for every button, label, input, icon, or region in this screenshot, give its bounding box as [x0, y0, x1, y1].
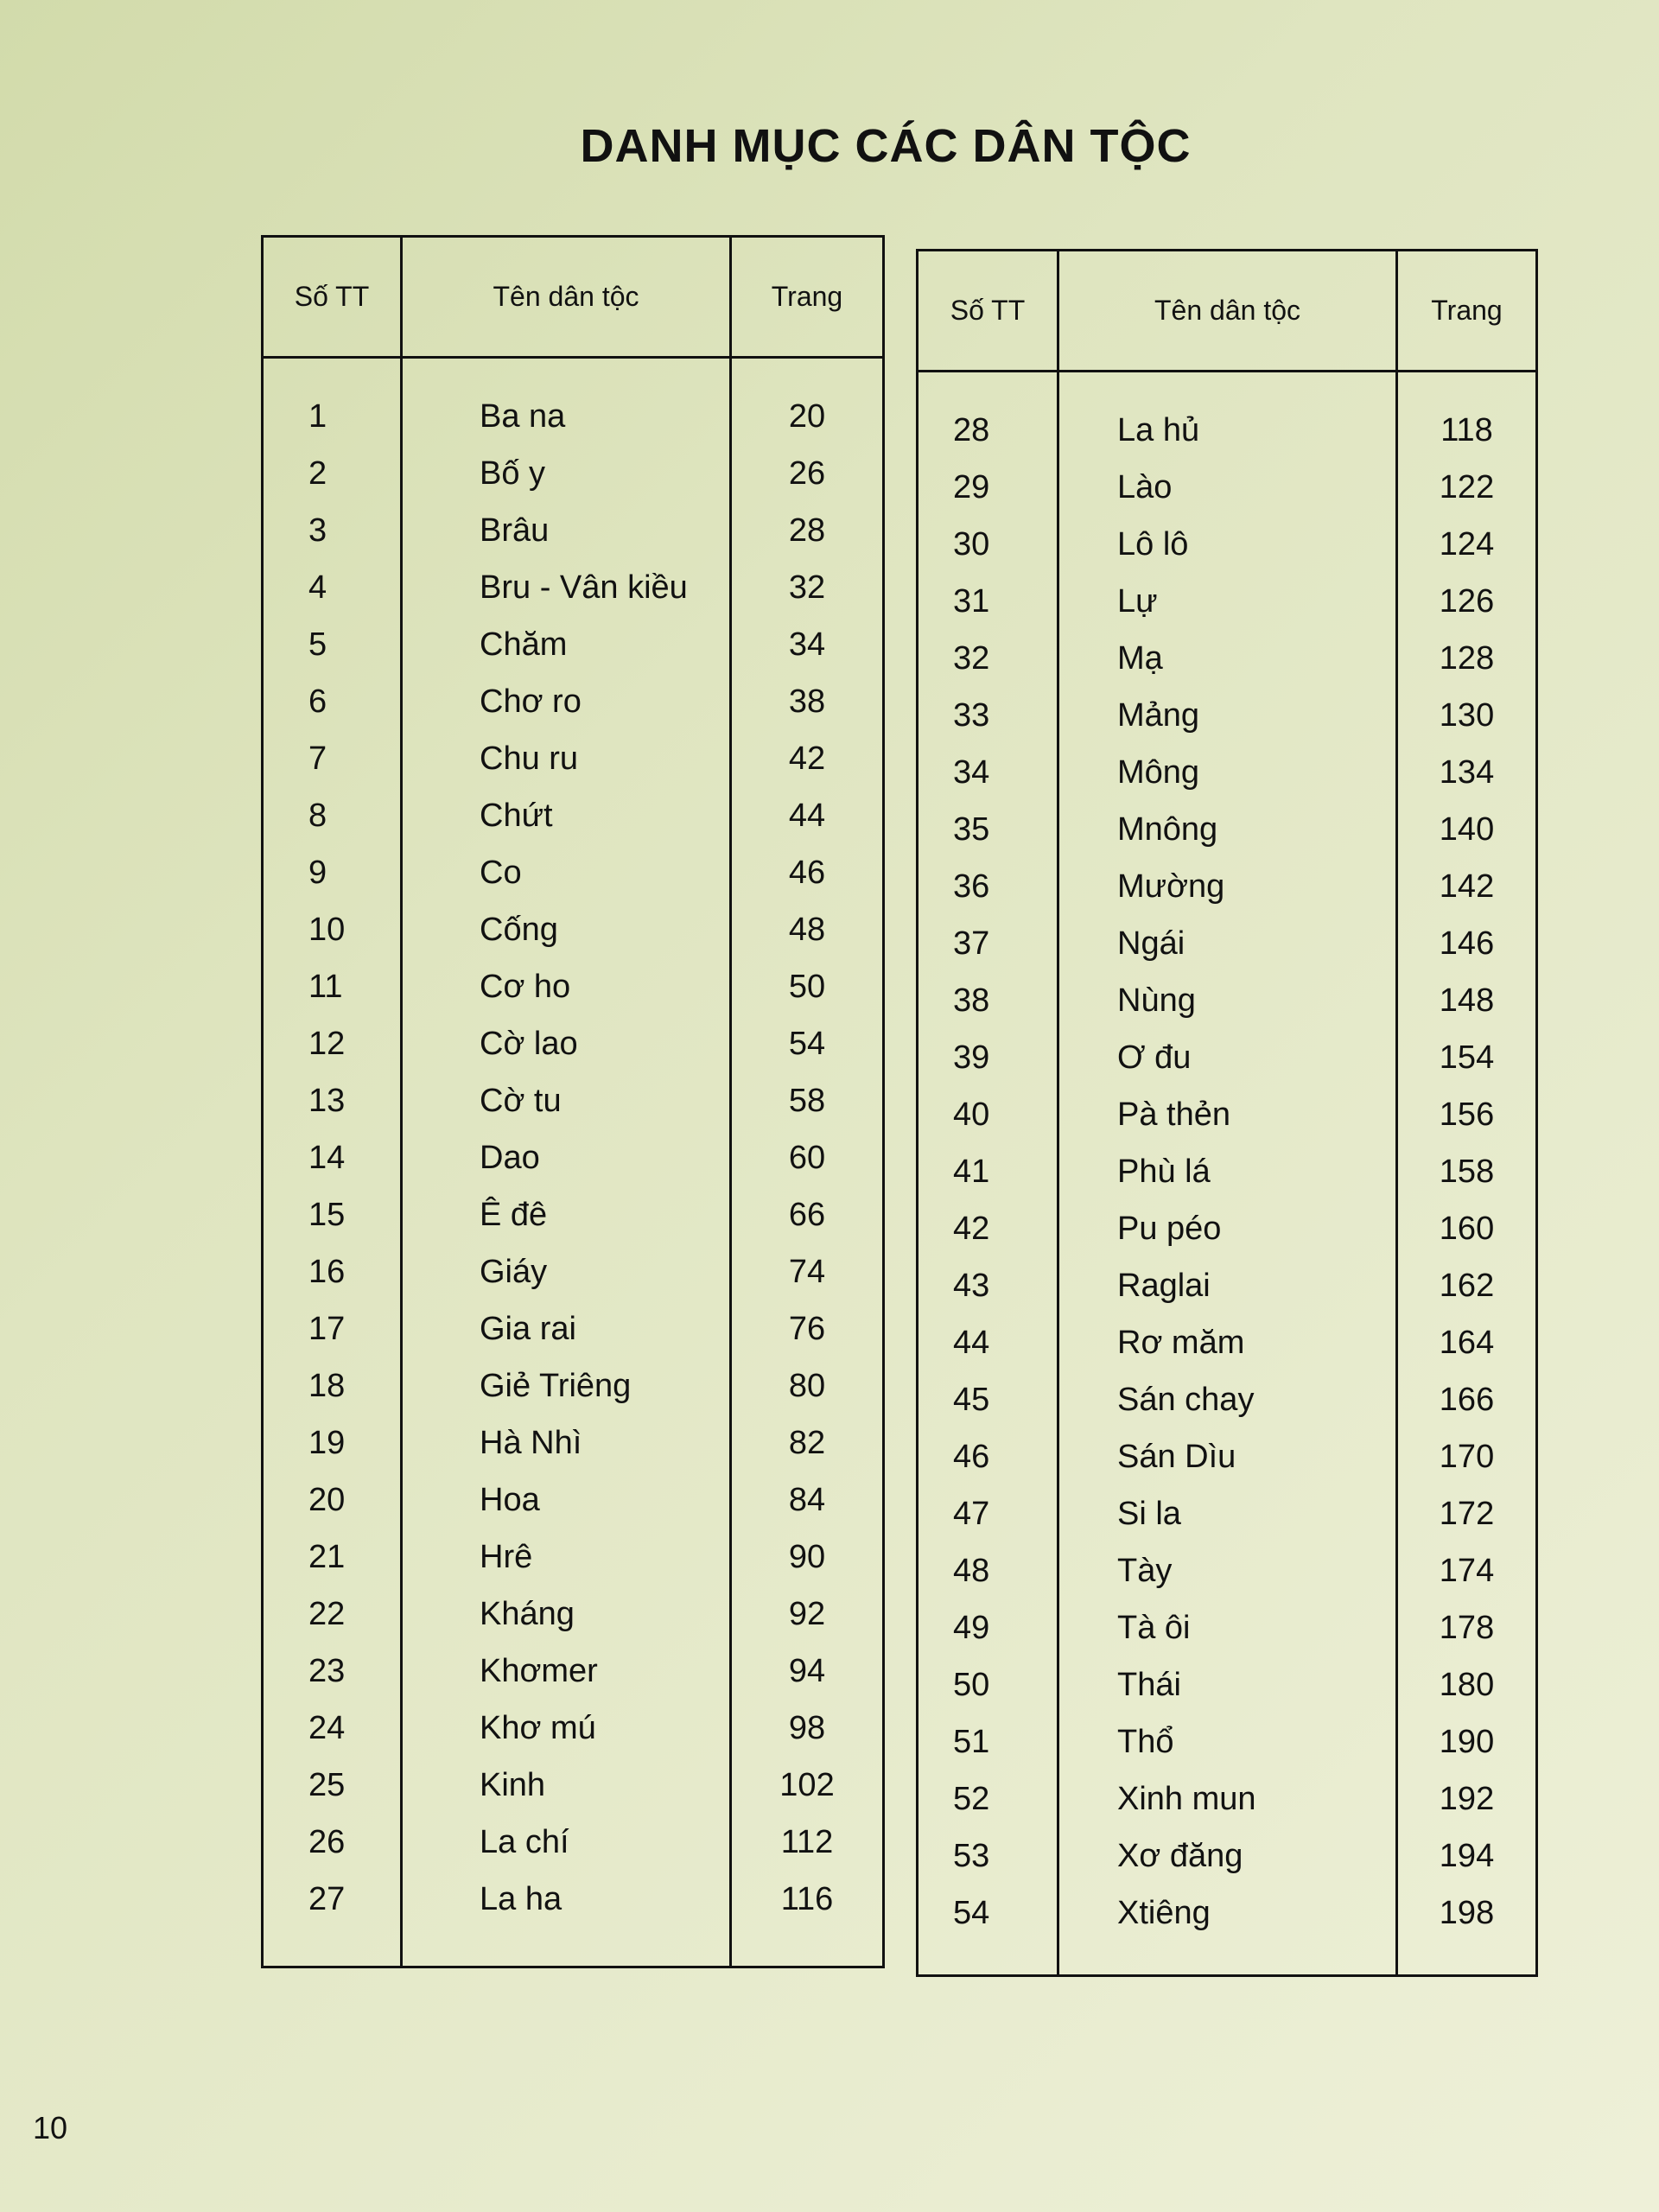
ethnic-name: Giẻ Triêng: [480, 1368, 632, 1404]
row-number: 41: [953, 1154, 990, 1190]
table-row: [918, 640, 1535, 697]
table-row: [264, 1767, 882, 1824]
ethnic-name: Si la: [1117, 1496, 1181, 1532]
header-name: Tên dân tộc: [1154, 295, 1300, 326]
page-reference: 128: [1439, 640, 1495, 677]
page-reference: 126: [1439, 583, 1495, 620]
ethnic-name: Mạ: [1117, 640, 1163, 677]
ethnic-name: Chăm: [480, 626, 568, 663]
page-reference: 84: [788, 1482, 826, 1518]
row-number: 8: [308, 798, 327, 834]
table-row: [918, 526, 1535, 583]
ethnic-name: La hủ: [1117, 412, 1200, 448]
table-row: [264, 1254, 882, 1311]
ethnic-name: Raglai: [1117, 1268, 1211, 1304]
page-reference: 32: [788, 569, 826, 606]
ethnic-name: Ngái: [1117, 925, 1185, 962]
table-row: [918, 1895, 1535, 1952]
table-row: [918, 1724, 1535, 1781]
row-number: 29: [953, 469, 990, 505]
row-number: 17: [308, 1311, 346, 1347]
table-row: [918, 1610, 1535, 1667]
table-header: [918, 251, 1535, 372]
table-row: [918, 868, 1535, 925]
page-reference: 46: [788, 855, 826, 891]
row-number: 7: [308, 741, 327, 777]
row-number: 36: [953, 868, 990, 905]
page-reference: 140: [1439, 811, 1495, 848]
ethnic-name: Cơ ho: [480, 969, 571, 1005]
row-number: 54: [953, 1895, 990, 1931]
ethnic-table-left: [261, 235, 885, 1968]
ethnic-name: Chơ ro: [480, 683, 582, 720]
ethnic-name: Khơ mú: [480, 1710, 596, 1746]
table-row: [264, 455, 882, 512]
page-reference: 20: [788, 398, 826, 435]
ethnic-name: Xtiêng: [1117, 1895, 1211, 1931]
page-reference: 48: [788, 912, 826, 948]
row-number: 13: [308, 1083, 346, 1119]
table-row: [264, 1653, 882, 1710]
row-number: 22: [308, 1596, 346, 1632]
page-reference: 98: [788, 1710, 826, 1746]
table-row: [918, 1096, 1535, 1154]
ethnic-name: Ba na: [480, 398, 566, 435]
table-row: [918, 1039, 1535, 1096]
table-row: [264, 398, 882, 455]
ethnic-name: Hrê: [480, 1539, 533, 1575]
row-number: 11: [308, 969, 343, 1005]
page-reference: 118: [1440, 412, 1493, 448]
ethnic-name: Cờ lao: [480, 1026, 578, 1062]
table-row: [918, 1496, 1535, 1553]
row-number: 33: [953, 697, 990, 734]
page-reference: 116: [780, 1881, 834, 1917]
table-row: [918, 1838, 1535, 1895]
row-number: 18: [308, 1368, 346, 1404]
row-number: 25: [308, 1767, 346, 1803]
table-row: [918, 1382, 1535, 1439]
ethnic-name: Gia rai: [480, 1311, 576, 1347]
table-row: [918, 1439, 1535, 1496]
ethnic-name: Rơ măm: [1117, 1325, 1245, 1361]
page-reference: 112: [780, 1824, 834, 1860]
table-row: [264, 912, 882, 969]
page-reference: 76: [788, 1311, 826, 1347]
ethnic-name: Phù lá: [1117, 1154, 1211, 1190]
row-number: 42: [953, 1211, 990, 1247]
row-number: 45: [953, 1382, 990, 1418]
page-reference: 172: [1439, 1496, 1495, 1532]
table-row: [918, 469, 1535, 526]
page-reference: 142: [1439, 868, 1495, 905]
table-row: [264, 626, 882, 683]
row-number: 27: [308, 1881, 346, 1917]
row-number: 20: [308, 1482, 346, 1518]
page-reference: 156: [1439, 1096, 1495, 1133]
ethnic-name: Xinh mun: [1117, 1781, 1256, 1817]
row-number: 10: [308, 912, 346, 948]
ethnic-name: Mảng: [1117, 697, 1200, 734]
row-number: 46: [953, 1439, 990, 1475]
page-reference: 38: [788, 683, 826, 720]
ethnic-name: Mnông: [1117, 811, 1218, 848]
table-row: [264, 1539, 882, 1596]
page-reference: 74: [788, 1254, 826, 1290]
ethnic-table-right: [916, 249, 1538, 1977]
table-row: [264, 741, 882, 798]
ethnic-name: Tày: [1117, 1553, 1173, 1589]
page-reference: 50: [788, 969, 826, 1005]
row-number: 30: [953, 526, 990, 563]
ethnic-name: Chu ru: [480, 741, 579, 777]
ethnic-name: La chí: [480, 1824, 569, 1860]
ethnic-name: Giáy: [480, 1254, 548, 1290]
table-row: [918, 1325, 1535, 1382]
ethnic-name: Khơmer: [480, 1653, 598, 1689]
ethnic-name: Tà ôi: [1117, 1610, 1191, 1646]
page-reference: 44: [788, 798, 826, 834]
table-row: [264, 1140, 882, 1197]
row-number: 47: [953, 1496, 990, 1532]
page-reference: 130: [1439, 697, 1495, 734]
page-reference: 198: [1439, 1895, 1495, 1931]
row-number: 1: [308, 398, 327, 435]
ethnic-name: Mường: [1117, 868, 1225, 905]
row-number: 3: [308, 512, 327, 549]
table-row: [264, 1026, 882, 1083]
table-row: [264, 1824, 882, 1881]
table-row: [918, 1154, 1535, 1211]
ethnic-name: Bố y: [480, 455, 546, 492]
table-body: [918, 412, 1535, 1952]
header-stt: Số TT: [950, 295, 1026, 326]
page-reference: 190: [1439, 1724, 1495, 1760]
table-row: [918, 583, 1535, 640]
page-reference: 92: [788, 1596, 826, 1632]
table-row: [264, 683, 882, 741]
ethnic-name: Nùng: [1117, 982, 1196, 1019]
page-reference: 146: [1439, 925, 1495, 962]
row-number: 26: [308, 1824, 346, 1860]
ethnic-name: La ha: [480, 1881, 563, 1917]
page-reference: 174: [1439, 1553, 1495, 1589]
ethnic-name: Mông: [1117, 754, 1200, 791]
table-row: [918, 811, 1535, 868]
page-reference: 164: [1439, 1325, 1495, 1361]
row-number: 49: [953, 1610, 990, 1646]
ethnic-name: Sán Dìu: [1117, 1439, 1236, 1475]
row-number: 51: [953, 1724, 990, 1760]
page-reference: 154: [1439, 1039, 1495, 1076]
row-number: 40: [953, 1096, 990, 1133]
row-number: 24: [308, 1710, 346, 1746]
ethnic-name: Cờ tu: [480, 1083, 562, 1119]
row-number: 28: [953, 412, 990, 448]
ethnic-name: Thổ: [1117, 1724, 1174, 1760]
page-reference: 170: [1439, 1439, 1495, 1475]
ethnic-name: Thái: [1117, 1667, 1181, 1703]
row-number: 6: [308, 683, 327, 720]
table-row: [264, 1311, 882, 1368]
page-reference: 82: [788, 1425, 826, 1461]
row-number: 37: [953, 925, 990, 962]
page-reference: 60: [788, 1140, 826, 1176]
page-reference: 180: [1439, 1667, 1495, 1703]
table-row: [264, 1425, 882, 1482]
page-reference: 122: [1439, 469, 1495, 505]
ethnic-name: Lô lô: [1117, 526, 1189, 563]
page-reference: 42: [788, 741, 826, 777]
table-row: [264, 1482, 882, 1539]
page-reference: 26: [788, 455, 826, 492]
ethnic-name: Bru - Vân kiều: [480, 569, 688, 606]
row-number: 21: [308, 1539, 346, 1575]
ethnic-name: Cống: [480, 912, 558, 948]
table-row: [918, 1211, 1535, 1268]
table-row: [264, 569, 882, 626]
ethnic-name: Xơ đăng: [1117, 1838, 1243, 1874]
header-page: Trang: [771, 281, 843, 312]
row-number: 9: [308, 855, 327, 891]
page-reference: 80: [788, 1368, 826, 1404]
page-reference: 58: [788, 1083, 826, 1119]
row-number: 12: [308, 1026, 346, 1062]
row-number: 16: [308, 1254, 346, 1290]
row-number: 52: [953, 1781, 990, 1817]
table-row: [264, 798, 882, 855]
row-number: 2: [308, 455, 327, 492]
table-row: [918, 697, 1535, 754]
table-row: [264, 1368, 882, 1425]
page-reference: 160: [1439, 1211, 1495, 1247]
page-reference: 34: [788, 626, 826, 663]
table-row: [918, 1268, 1535, 1325]
row-number: 32: [953, 640, 990, 677]
page-reference: 166: [1439, 1382, 1495, 1418]
table-row: [918, 754, 1535, 811]
ethnic-name: Ơ đu: [1117, 1039, 1192, 1076]
ethnic-name: Kháng: [480, 1596, 575, 1632]
row-number: 50: [953, 1667, 990, 1703]
ethnic-name: Hoa: [480, 1482, 540, 1518]
page-number: 10: [33, 2110, 68, 2145]
page-reference: 102: [779, 1767, 835, 1803]
table-row: [264, 969, 882, 1026]
page-title: DANH MỤC CÁC DÂN TỘC: [580, 120, 1192, 172]
row-number: 34: [953, 754, 990, 791]
page-reference: 192: [1439, 1781, 1495, 1817]
ethnic-name: Kinh: [480, 1767, 546, 1803]
page-reference: 148: [1439, 982, 1495, 1019]
row-number: 43: [953, 1268, 990, 1304]
table-body: [264, 398, 882, 1938]
row-number: 35: [953, 811, 990, 848]
row-number: 48: [953, 1553, 990, 1589]
header-name: Tên dân tộc: [493, 281, 639, 312]
page-reference: 90: [788, 1539, 826, 1575]
table-row: [918, 1553, 1535, 1610]
row-number: 44: [953, 1325, 990, 1361]
page-reference: 28: [788, 512, 826, 549]
ethnic-name: Dao: [480, 1140, 540, 1176]
table-row: [918, 1667, 1535, 1724]
row-number: 14: [308, 1140, 346, 1176]
table-row: [264, 855, 882, 912]
page-reference: 94: [788, 1653, 826, 1689]
table-row: [918, 1781, 1535, 1838]
table-row: [264, 1710, 882, 1767]
table-header: [264, 238, 882, 359]
page-reference: 54: [788, 1026, 826, 1062]
page-reference: 66: [788, 1197, 826, 1233]
ethnic-name: Lào: [1117, 469, 1173, 505]
table-row: [264, 1881, 882, 1938]
ethnic-name: Co: [480, 855, 522, 891]
ethnic-name: Brâu: [480, 512, 550, 549]
row-number: 23: [308, 1653, 346, 1689]
ethnic-name: Hà Nhì: [480, 1425, 582, 1461]
ethnic-name: Ê đê: [480, 1197, 548, 1233]
page-reference: 162: [1439, 1268, 1495, 1304]
ethnic-name: Pu péo: [1117, 1211, 1222, 1247]
header-stt: Số TT: [294, 281, 370, 312]
page-reference: 124: [1439, 526, 1495, 563]
row-number: 4: [308, 569, 327, 606]
ethnic-name: Chứt: [480, 798, 553, 834]
table-row: [264, 512, 882, 569]
row-number: 31: [953, 583, 990, 620]
page-reference: 178: [1439, 1610, 1495, 1646]
ethnic-name: Lự: [1117, 583, 1158, 620]
table-row: [264, 1596, 882, 1653]
table-row: [264, 1083, 882, 1140]
page-reference: 194: [1439, 1838, 1495, 1874]
row-number: 38: [953, 982, 990, 1019]
table-row: [918, 925, 1535, 982]
page-reference: 158: [1439, 1154, 1495, 1190]
row-number: 19: [308, 1425, 346, 1461]
row-number: 5: [308, 626, 327, 663]
row-number: 15: [308, 1197, 346, 1233]
ethnic-name: Sán chay: [1117, 1382, 1255, 1418]
row-number: 39: [953, 1039, 990, 1076]
table-row: [918, 412, 1535, 469]
row-number: 53: [953, 1838, 990, 1874]
table-row: [264, 1197, 882, 1254]
page-reference: 134: [1439, 754, 1495, 791]
header-page: Trang: [1431, 295, 1503, 326]
table-row: [918, 982, 1535, 1039]
ethnic-name: Pà thẻn: [1117, 1096, 1230, 1133]
